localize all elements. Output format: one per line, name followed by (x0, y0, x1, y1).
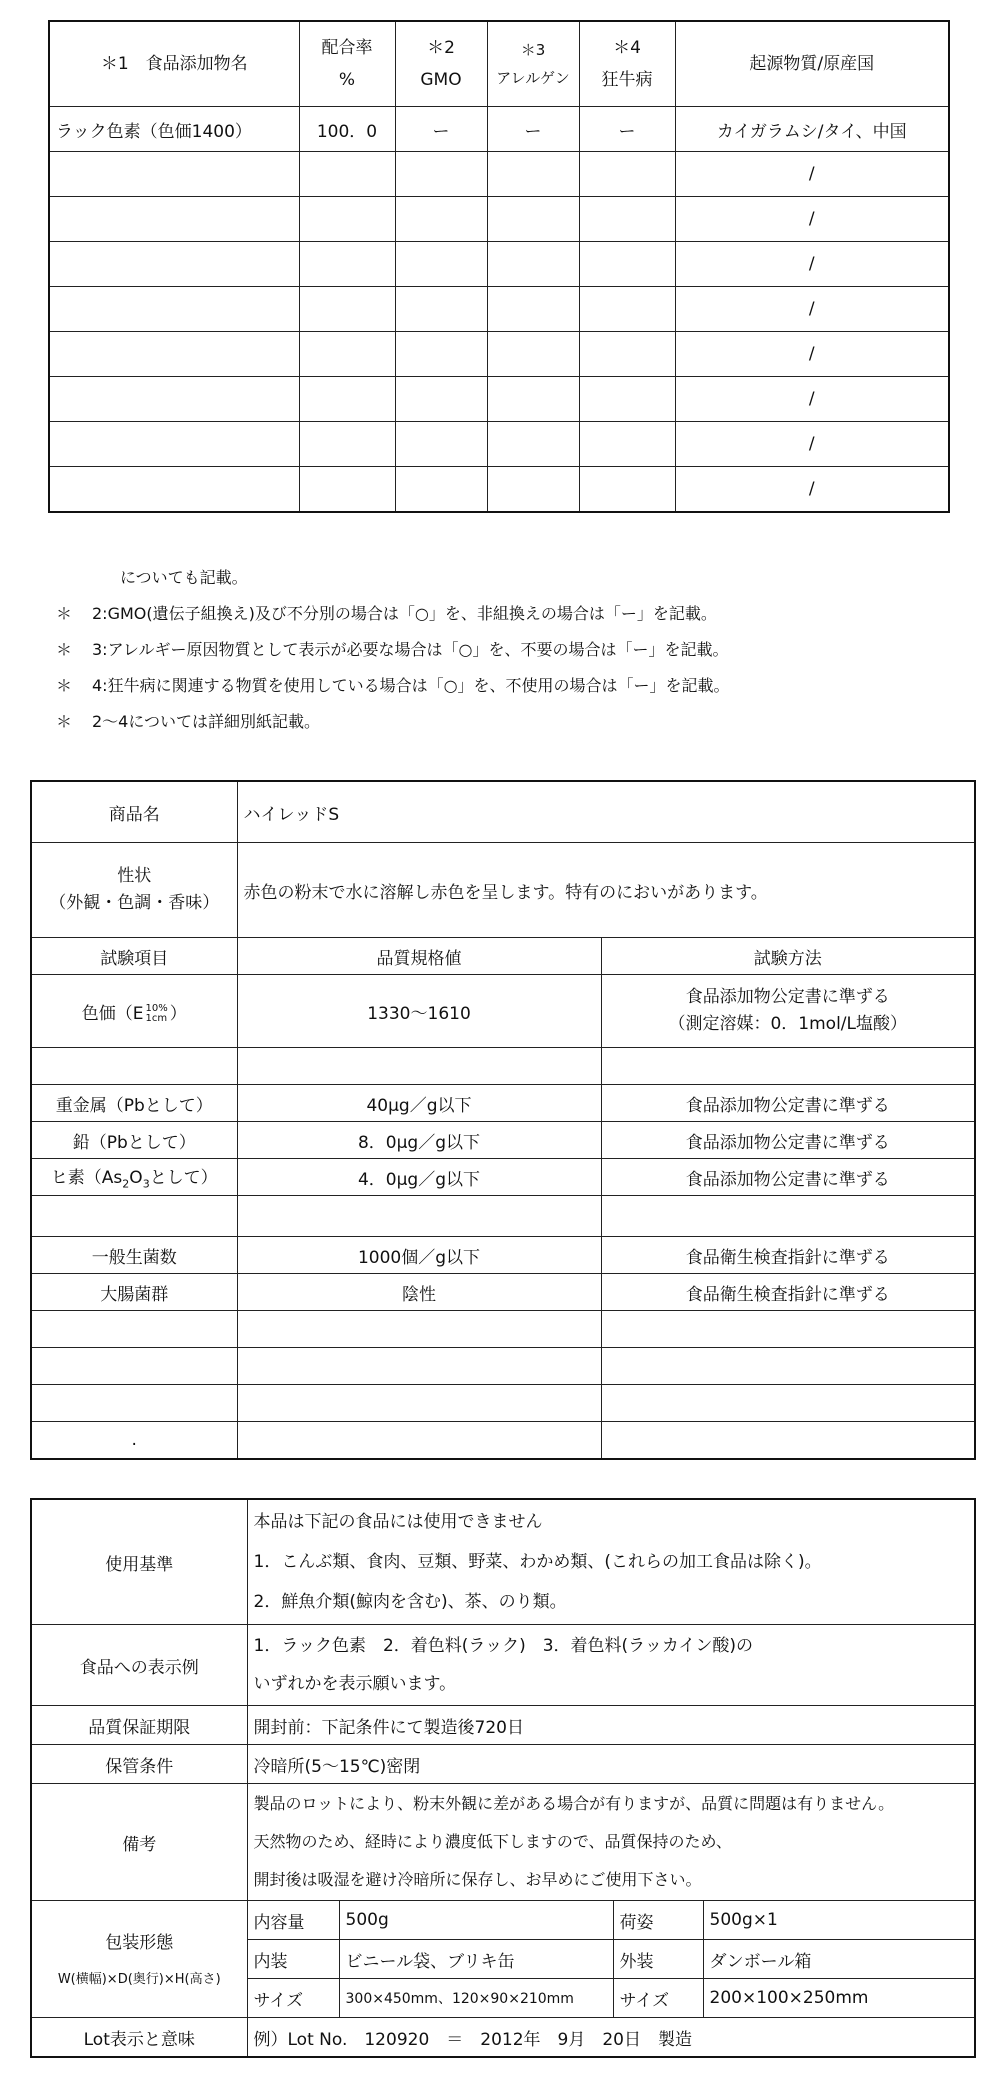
usage-table (30, 1498, 976, 2058)
additive-allergen: ー (487, 107, 579, 152)
color-value-spec: 1330〜1610 (237, 975, 601, 1048)
properties-value: 赤色の粉末で水に溶解し赤色を呈します。特有のにおいがあります。 (237, 843, 975, 938)
col-test-item: 試験項目 (31, 938, 237, 975)
additive-row (49, 107, 949, 152)
heavy-metal-method: 食品添加物公定書に準ずる (601, 1085, 975, 1122)
empty-origin-slash: / (675, 197, 949, 242)
footnote-3: ＊ 3:アレルギー原因物質として表示が必要な場合は「○」を、不要の場合は「ー」を記載。 (56, 640, 729, 659)
properties-label: 性状 （外観・色調・香味） (31, 843, 237, 938)
shelf-life-value: 開封前：下記条件にて製造後720日 (247, 1706, 975, 1745)
additive-empty-row (49, 377, 949, 422)
additive-origin: カイガラムシ/タイ、中国 (675, 107, 949, 152)
empty-origin-slash: / (675, 287, 949, 332)
footnote-2: ＊ 2:GMO(遺伝子組換え)及び不分別の場合は「○」を、非組換えの場合は「ー」を記載。 (56, 604, 717, 623)
remarks-label: 備考 (31, 1784, 247, 1901)
footnotes (56, 560, 956, 740)
arsenic-label: ヒ素（$As_2O_3$として） (31, 1159, 237, 1196)
additive-empty-row (49, 242, 949, 287)
color-value-method: 食品添加物公定書に準ずる （測定溶媒：0．1mol/L塩酸） (601, 975, 975, 1048)
additive-empty-row (49, 197, 949, 242)
product-name-label: 商品名 (31, 781, 237, 843)
heavy-metal-label: 重金属（Pbとして） (31, 1085, 237, 1122)
bacteria-label: 一般生菌数 (31, 1237, 237, 1274)
storage-value: 冷暗所(5〜15℃)密閉 (247, 1745, 975, 1784)
additive-gmo: ー (395, 107, 487, 152)
additive-empty-row (49, 422, 949, 467)
lead-method: 食品添加物公定書に準ずる (601, 1122, 975, 1159)
spec-row-color-value (31, 975, 975, 1048)
storage-row (31, 1745, 975, 1784)
outer-size-value: 200×100×250mm (703, 1979, 975, 2018)
spec-row-arsenic (31, 1159, 975, 1196)
footnote-4: ＊ 4:狂牛病に関連する物質を使用している場合は「○」を、不使用の場合は「ー」を記載。 (56, 676, 730, 695)
product-name-row (31, 781, 975, 843)
outer-size-label: サイズ (613, 1979, 703, 2018)
lot-row (31, 2018, 975, 2058)
header-allergen: ＊3 アレルゲン (487, 21, 579, 107)
packaging-row-1 (31, 1901, 975, 1940)
coliform-spec: 陰性 (237, 1274, 601, 1311)
empty-origin-slash: / (675, 332, 949, 377)
additive-empty-row (49, 332, 949, 377)
header-ratio: 配合率 % (299, 21, 395, 107)
empty-origin-slash: / (675, 152, 949, 197)
inner-pack-label: 内装 (247, 1940, 339, 1979)
outer-pack-label: 外装 (613, 1940, 703, 1979)
spec-empty-row (31, 1048, 975, 1085)
header-additive-name: ＊1 食品添加物名 (49, 21, 299, 107)
spec-empty-row (31, 1348, 975, 1385)
usage-standard-label: 使用基準 (31, 1499, 247, 1625)
display-example-value: 1．ラック色素 2．着色料(ラック) 3．着色料(ラッカイン酸)の いずれかを表示願います。 (247, 1625, 975, 1706)
content-value: 500g (339, 1901, 613, 1940)
coliform-method: 食品衛生検査指針に準ずる (601, 1274, 975, 1311)
spec-empty-row (31, 1385, 975, 1422)
additive-header-row (49, 21, 949, 107)
empty-origin-slash: / (675, 422, 949, 467)
spec-header-row (31, 938, 975, 975)
remarks-row (31, 1784, 975, 1901)
spec-row-lead (31, 1122, 975, 1159)
lot-label: Lot表示と意味 (31, 2018, 247, 2058)
spec-empty-row (31, 1422, 975, 1460)
footnote-5: ＊ 2〜4については詳細別紙記載。 (56, 712, 321, 731)
arsenic-method: 食品添加物公定書に準ずる (601, 1159, 975, 1196)
arsenic-spec: 4．0μg／g以下 (237, 1159, 601, 1196)
additive-empty-row (49, 467, 949, 513)
inner-pack-value: ビニール袋、ブリキ缶 (339, 1940, 613, 1979)
footnote-1: についても記載。 (120, 568, 248, 587)
storage-label: 保管条件 (31, 1745, 247, 1784)
inner-size-label: サイズ (247, 1979, 339, 2018)
usage-standard-row (31, 1499, 975, 1625)
header-gmo: ＊2 GMO (395, 21, 487, 107)
lead-spec: 8．0μg／g以下 (237, 1122, 601, 1159)
heavy-metal-spec: 40μg／g以下 (237, 1085, 601, 1122)
col-spec: 品質規格値 (237, 938, 601, 975)
content-label: 内容量 (247, 1901, 339, 1940)
additive-table (48, 20, 950, 513)
spec-row-heavy-metal (31, 1085, 975, 1122)
shelf-life-row (31, 1706, 975, 1745)
empty-origin-slash: / (675, 377, 949, 422)
bacteria-method: 食品衛生検査指針に準ずる (601, 1237, 975, 1274)
stray-dot: . (31, 1422, 237, 1460)
properties-row (31, 843, 975, 938)
empty-origin-slash: / (675, 242, 949, 287)
usage-standard-value: 本品は下記の食品には使用できません 1．こんぶ類、食肉、豆類、野菜、わかめ類、(これらの加工食品は除く)。 2．鮮魚介類(鯨肉を含む)、茶、のり類。 (247, 1499, 975, 1625)
pack-style-label: 荷姿 (613, 1901, 703, 1940)
lead-label: 鉛（Pbとして） (31, 1122, 237, 1159)
packaging-dims-label: W(横幅)×D(奥行)×H(高さ) (57, 1971, 221, 1987)
remarks-value: 製品のロットにより、粉末外観に差がある場合が有りますが、品質に問題は有りません。 天然物のため、経時により濃度低下しますので、品質保持のため、 開封後は吸湿を避け冷暗所に保存し、お早めにご使用下さい。 (247, 1784, 975, 1901)
lot-value: 例）Lot No. 120920 ＝ 2012年 9月 20日 製造 (247, 2018, 975, 2058)
additive-empty-row (49, 287, 949, 332)
header-origin: 起源物質/原産国 (675, 21, 949, 107)
spec-empty-row (31, 1311, 975, 1348)
product-name-value: ハイレッドS (237, 781, 975, 843)
bacteria-spec: 1000個／g以下 (237, 1237, 601, 1274)
spec-empty-row (31, 1196, 975, 1237)
spec-row-coliform (31, 1274, 975, 1311)
header-bse: ＊4 狂牛病 (579, 21, 675, 107)
display-example-row (31, 1625, 975, 1706)
shelf-life-label: 品質保証期限 (31, 1706, 247, 1745)
additive-ratio: 100．0 (299, 107, 395, 152)
coliform-label: 大腸菌群 (31, 1274, 237, 1311)
display-example-label: 食品への表示例 (31, 1625, 247, 1706)
product-spec-table (30, 780, 976, 1460)
packaging-label: 包装形態 W(横幅)×D(奥行)×H(高さ) (31, 1901, 247, 2018)
color-value-label: 色価（E 10% 1cm ） (31, 975, 237, 1048)
additive-name: ラック色素（色価1400） (49, 107, 299, 152)
pack-style-value: 500g×1 (703, 1901, 975, 1940)
empty-origin-slash: / (675, 467, 949, 513)
additive-bse: ー (579, 107, 675, 152)
outer-pack-value: ダンボール箱 (703, 1940, 975, 1979)
col-method: 試験方法 (601, 938, 975, 975)
additive-empty-row (49, 152, 949, 197)
spec-row-bacteria (31, 1237, 975, 1274)
inner-size-value: 300×450mm、120×90×210mm (339, 1979, 613, 2018)
